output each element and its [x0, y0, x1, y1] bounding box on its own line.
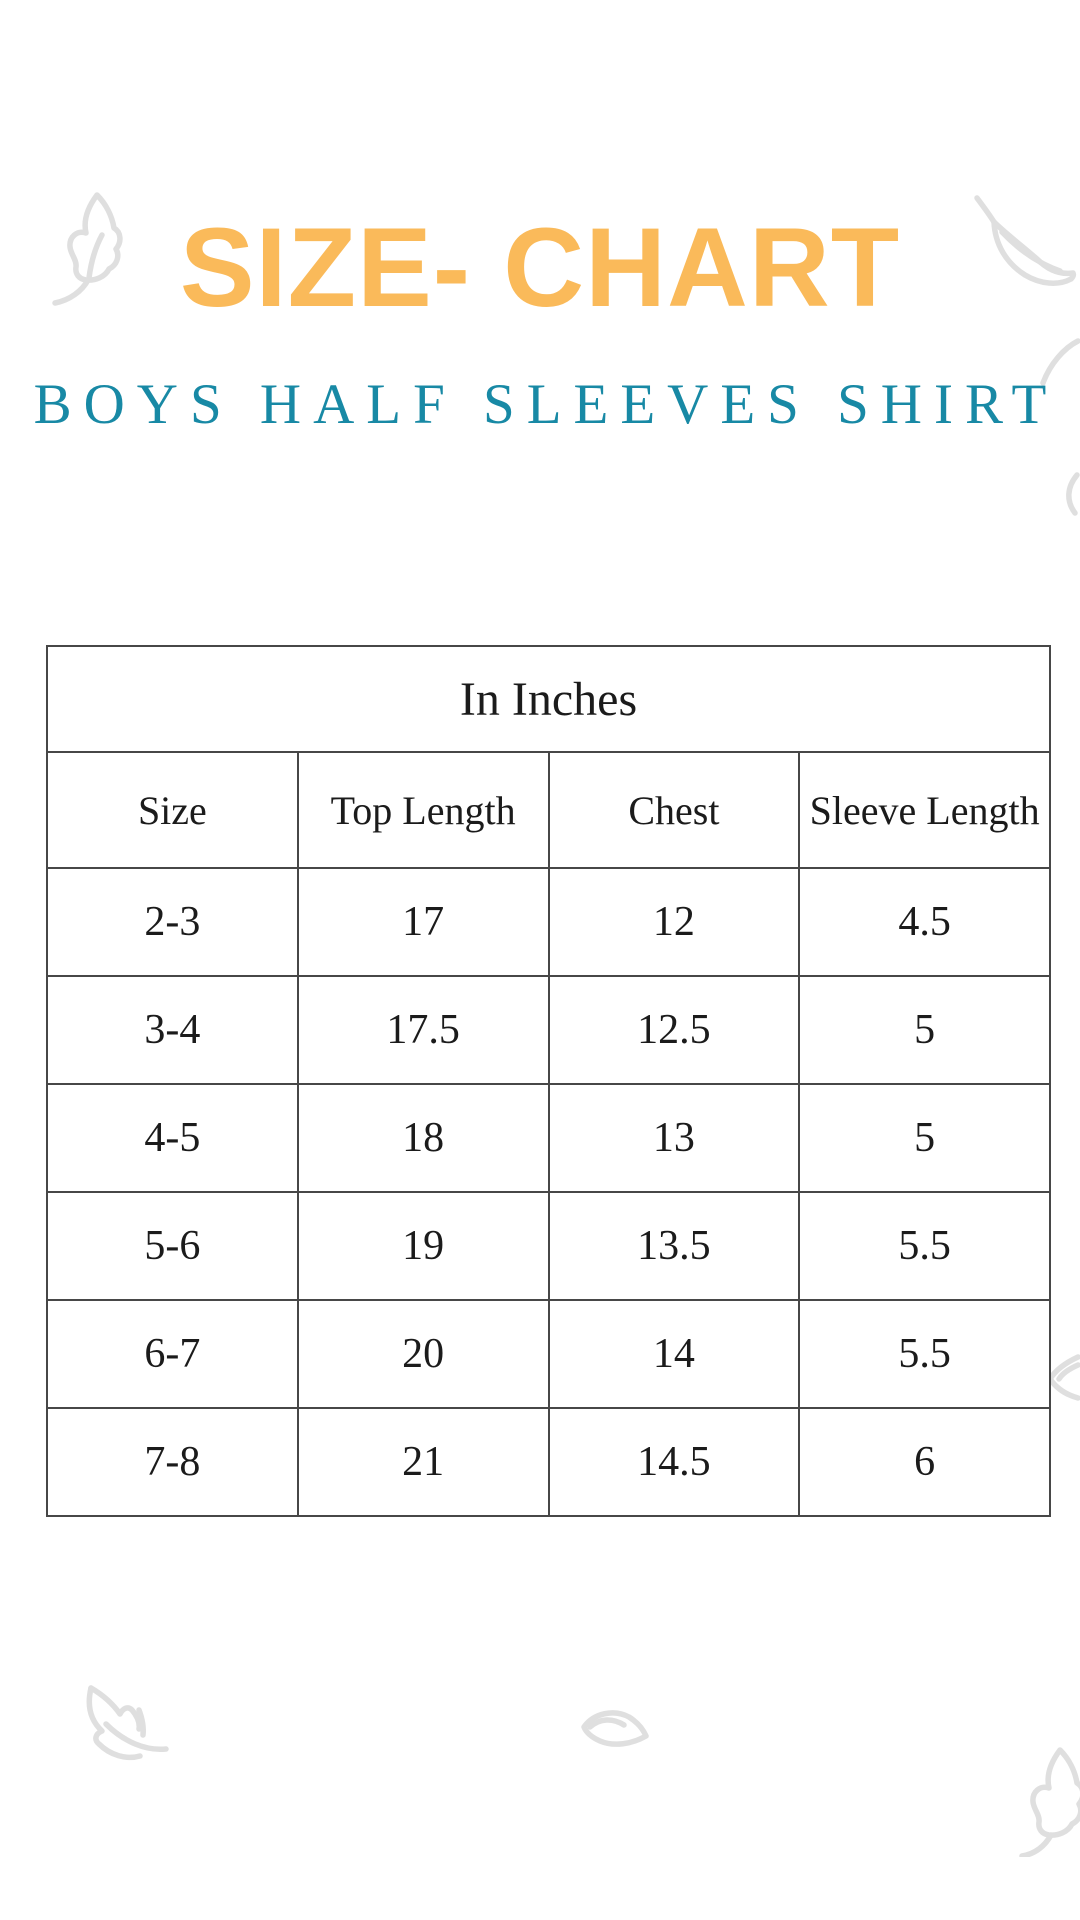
top-length-cell: 17.5	[298, 976, 549, 1084]
table-row	[47, 1192, 1050, 1300]
page-title: SIZE- CHART	[179, 205, 901, 330]
sleeve-length-cell: 5	[799, 976, 1050, 1084]
size-cell: 7-8	[47, 1408, 298, 1516]
chest-cell: 12	[549, 868, 800, 976]
chest-cell: 14.5	[549, 1408, 800, 1516]
table-row	[47, 868, 1050, 976]
top-length-cell: 18	[298, 1084, 549, 1192]
column-header-top-length: Top Length	[298, 752, 549, 868]
top-length-cell: 20	[298, 1300, 549, 1408]
size-cell: 6-7	[47, 1300, 298, 1408]
top-length-cell: 21	[298, 1408, 549, 1516]
chest-cell: 14	[549, 1300, 800, 1408]
chest-cell: 12.5	[549, 976, 800, 1084]
chest-cell: 13	[549, 1084, 800, 1192]
column-header-chest: Chest	[549, 752, 800, 868]
page-subtitle: BOYS HALF SLEEVES SHIRT	[33, 373, 1059, 436]
top-length-cell: 17	[298, 868, 549, 976]
top-length-cell: 19	[298, 1192, 549, 1300]
sleeve-length-cell: 5	[799, 1084, 1050, 1192]
table-row	[47, 1300, 1050, 1408]
feather-icon	[76, 1678, 171, 1773]
sleeve-length-cell: 4.5	[799, 868, 1050, 976]
sleeve-length-cell: 6	[799, 1408, 1050, 1516]
leaf-tip-icon	[1046, 1352, 1080, 1404]
table-row	[47, 1408, 1050, 1516]
chest-cell: 13.5	[549, 1192, 800, 1300]
column-header-sleeve-length: Sleeve Length	[799, 752, 1050, 868]
unit-header-row	[47, 646, 1050, 752]
leaf-arc-icon	[1062, 472, 1080, 516]
size-cell: 4-5	[47, 1084, 298, 1192]
size-cell: 3-4	[47, 976, 298, 1084]
leaf-icon	[577, 1706, 651, 1758]
unit-header-cell: In Inches	[47, 646, 1050, 752]
table-row	[47, 1084, 1050, 1192]
column-header-size: Size	[47, 752, 298, 868]
size-chart-table	[46, 645, 1051, 1517]
size-cell: 2-3	[47, 868, 298, 976]
sleeve-length-cell: 5.5	[799, 1300, 1050, 1408]
table-row	[47, 976, 1050, 1084]
column-header-row	[47, 752, 1050, 868]
sleeve-length-cell: 5.5	[799, 1192, 1050, 1300]
size-cell: 5-6	[47, 1192, 298, 1300]
leaf-icon	[1018, 1742, 1080, 1857]
